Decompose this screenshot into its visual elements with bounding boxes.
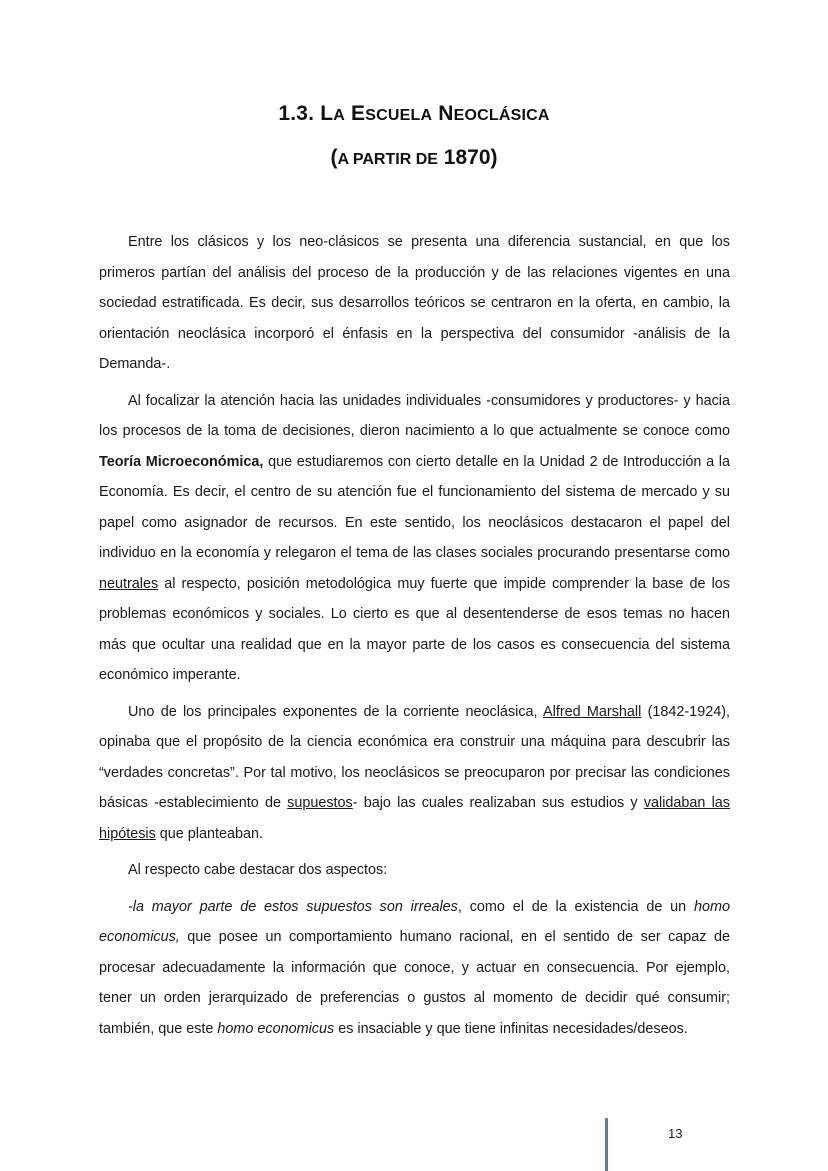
title-word-escuela (351, 102, 432, 125)
subtitle-paren-close: ) (490, 146, 498, 169)
page-number: 13 (668, 1126, 683, 1141)
title-smallcaps: EOCLÁSICA (453, 107, 550, 124)
subtitle-year: 1870 (443, 146, 491, 169)
underlined-neutrales: neutrales (99, 575, 159, 592)
underlined-supuestos: supuestos (287, 795, 353, 811)
paragraph-2 (99, 386, 730, 691)
title-word-la (320, 102, 345, 125)
title-smallcaps: SCUELA (365, 107, 433, 124)
italic-homo-economicus: homo economicus (217, 1020, 335, 1037)
subtitle-smallcaps: A PARTIR DE (337, 151, 438, 168)
paragraph-4: Al respecto cabe destacar dos aspectos: (128, 862, 388, 878)
paragraph-5 (99, 892, 730, 1045)
text-run: al respecto, posición metodológica muy fuerte que impide comprender la base de los problemas económicos y sociales. Lo cierto es que al desentenderse de esos temas no hacen más que ocultar una realidad que en la mayor parte de los casos es consecuencia del sistema económico imperante. (99, 575, 730, 683)
text-run: que planteaban. (155, 825, 264, 842)
subtitle-paren-open: ( (330, 146, 338, 169)
paragraph-1: Entre los clásicos y los neo-clásicos se presenta una diferencia sustancial, en que los primeros partían del análisis del proceso de la producción y de las relaciones vigentes en una sociedad estratificada. Es decir, sus desarrollos teóricos se centraron en la oferta, en cambio, la orientación neoclásica incorporó el énfasis en la perspectiva del consumidor -análisis de la Demanda-. (99, 234, 730, 372)
title-word-neoclasica (438, 102, 549, 125)
section-number: 1.3. (278, 102, 315, 125)
underlined-validaban: validaban las hipótesis (99, 795, 731, 842)
body-text (99, 227, 730, 1050)
text-run: que estudiaremos con cierto detalle en la Unidad 2 de Introducción a la Economía. Es decir, el centro de su atención fue el funcionamiento del sistema de mercado y su papel como asignador de recursos. En este sentido, los neoclásicos destacaron el papel del individuo en la economía y relegaron el tema de las clases sociales procurando presentarse como (99, 453, 731, 561)
section-title (0, 102, 828, 126)
page-number-rule (605, 1118, 608, 1171)
title-cap: L (320, 102, 334, 125)
section-subtitle (0, 146, 828, 170)
italic-homo-economicus: homo economicus, (99, 898, 730, 945)
underlined-alfred-marshall: Alfred Marshall (543, 703, 642, 720)
italic-run: -la mayor parte de estos supuestos son irreales (128, 898, 458, 915)
text-run: Uno de los principales exponentes de la corriente neoclásica, (128, 703, 544, 720)
title-cap: N (438, 102, 454, 125)
text-run: - bajo las cuales realizaban sus estudios y (352, 795, 644, 811)
text-run: , como el de la existencia de un (457, 898, 694, 915)
paragraph-3 (99, 697, 730, 850)
text-run: que posee un comportamiento humano racional, en el sentido de ser capaz de procesar adecuadamente la información que conoce, y actuar en consecuencia. Por ejemplo, tener un orden jerarquizado de preferencias o gustos al momento de decidir qué consumir; también, que este (99, 929, 730, 1037)
title-cap: E (351, 102, 366, 125)
text-run: es insaciable y que tiene infinitas necesidades/deseos. (334, 1020, 688, 1037)
term-microeconomic-theory: Teoría Microeconómica, (99, 453, 264, 470)
title-smallcaps: A (333, 107, 345, 124)
text-run: (1842-1924), opinaba que el propósito de la ciencia económica era construir una máquina para descubrir las “verdades concretas”. Por tal motivo, los neoclásicos se preocuparon por precisar las condiciones básicas -establecimiento de (99, 703, 730, 811)
text-run: Al focalizar la atención hacia las unidades individuales -consumidores y productores- y hacia los procesos de la toma de decisiones, dieron nacimiento a lo que actualmente se conoce como (99, 392, 730, 439)
